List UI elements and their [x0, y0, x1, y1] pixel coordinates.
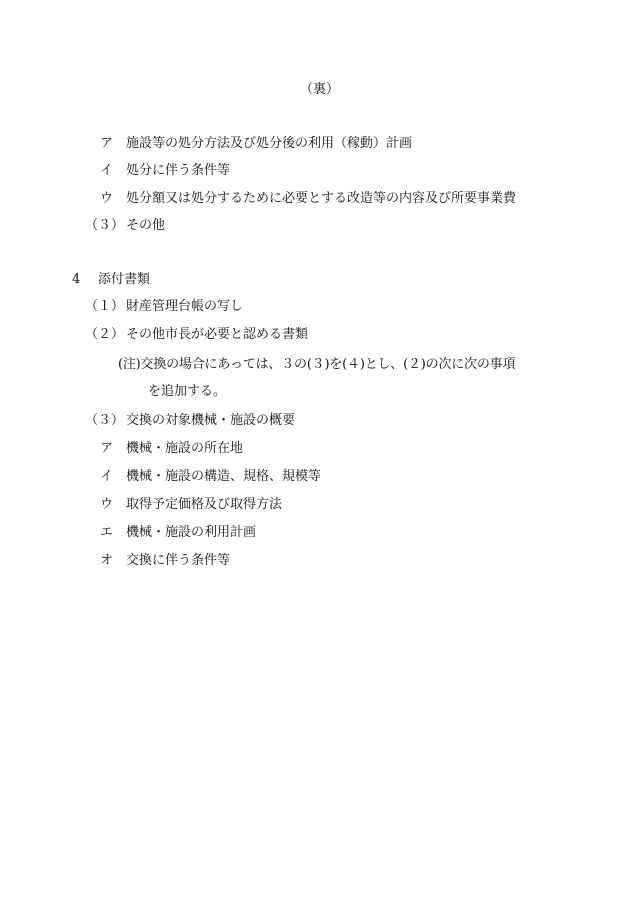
- item-text: その他: [126, 218, 166, 233]
- item-mark: （３）: [85, 413, 125, 428]
- item-mark: エ: [100, 525, 114, 540]
- item-mark: （３）: [85, 218, 125, 233]
- list-item: [85, 413, 295, 429]
- list-item: [100, 553, 230, 569]
- item-mark: イ: [100, 163, 114, 178]
- item-text: 処分に伴う条件等: [126, 163, 231, 178]
- item-text: 施設等の処分方法及び処分後の利用（稼動）計画: [126, 136, 413, 151]
- note-line-2: を追加する。: [148, 384, 227, 399]
- list-item: [85, 327, 308, 343]
- page-label: （裏）: [300, 82, 340, 97]
- item-text: 交換に伴う条件等: [126, 553, 231, 568]
- section-number: 4: [72, 272, 81, 287]
- item-mark: （２）: [85, 327, 125, 342]
- item-text: 機械・施設の所在地: [126, 441, 244, 456]
- note-line-1: (注)交換の場合にあっては、３の(３)を(４)とし、(２)の次に次の事項: [118, 357, 516, 372]
- list-item: [100, 497, 282, 513]
- section-title: 添付書類: [98, 272, 151, 287]
- item-mark: ア: [100, 136, 114, 151]
- item-text: 財産管理台帳の写し: [126, 299, 244, 314]
- list-item: [100, 525, 256, 541]
- list-item: [85, 218, 165, 234]
- item-mark: オ: [100, 553, 114, 568]
- section-heading: [72, 272, 150, 288]
- list-item: [100, 469, 321, 485]
- list-item: [100, 191, 516, 207]
- item-text: 処分額又は処分するために必要とする改造等の内容及び所要事業費: [126, 191, 517, 206]
- list-item: [100, 136, 412, 152]
- item-mark: ウ: [100, 191, 114, 206]
- item-text: 取得予定価格及び取得方法: [126, 497, 283, 512]
- item-mark: ウ: [100, 497, 114, 512]
- item-mark: （１）: [85, 299, 125, 314]
- list-item: [85, 299, 243, 315]
- list-item: [100, 441, 243, 457]
- item-mark: イ: [100, 469, 114, 484]
- item-text: 機械・施設の利用計画: [126, 525, 257, 540]
- item-mark: ア: [100, 441, 114, 456]
- list-item: [100, 163, 230, 179]
- item-text: その他市長が必要と認める書類: [126, 327, 309, 342]
- item-text: 交換の対象機械・施設の概要: [126, 413, 296, 428]
- item-text: 機械・施設の構造、規格、規模等: [126, 469, 322, 484]
